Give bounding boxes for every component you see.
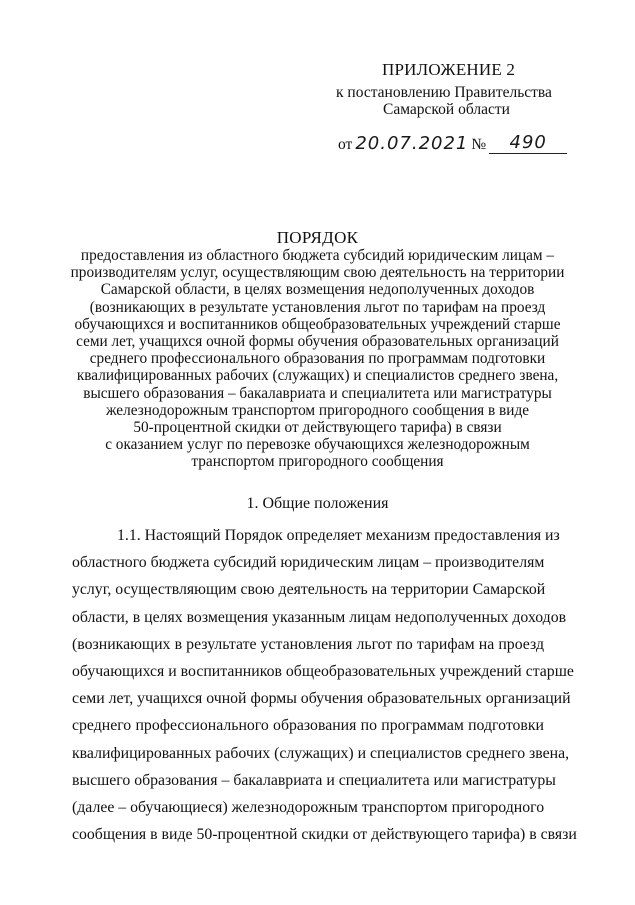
title-line: железнодорожным транспортом пригородного сообщения в виде: [105, 401, 530, 419]
title-line: обучающихся и воспитанников общеобразовательных учреждений старше: [74, 315, 561, 333]
paragraph-line: квалифицированных рабочих (служащих) и специалистов среднего звена,: [72, 744, 570, 762]
paragraph-line: 1.1. Настоящий Порядок определяет механизм предоставления из: [117, 527, 560, 544]
paragraph-line: (возникающих в результате установления льгот по тарифам на проезд: [72, 635, 544, 653]
paragraph-line: области, в целях возмещения указанным лицам недополученных доходов: [72, 608, 567, 626]
title-line: высшего образования – бакалавриата и специалитета или магистратуры: [83, 384, 552, 402]
appendix-line-1: к постановлению Правительства: [336, 84, 552, 101]
paragraph-line: областного бюджета субсидий юридическим лицам – производителям: [72, 554, 545, 572]
title-line: (возникающих в результате установления льгот по тарифам на проезд: [89, 298, 546, 316]
decree-number-label: №: [471, 136, 487, 153]
title-line: производителям услуг, осуществляющим свою деятельность на территории: [70, 264, 565, 282]
title-line: квалифицированных рабочих (служащих) и специалистов среднего звена,: [76, 367, 559, 385]
title-line: предоставления из областного бюджета субсидий юридическим лицам –: [80, 247, 555, 264]
appendix-line-2: Самарской области: [383, 101, 510, 118]
title-line: с оказанием услуг по перевозке обучающихся железнодорожным: [105, 436, 530, 454]
paragraph-line: высшего образования – бакалавриата и специалитета или магистратуры: [72, 771, 556, 789]
decree-date-handwritten: 20.07.2021: [355, 133, 469, 154]
paragraph-line: сообщения в виде 50-процентной скидки от действующего тарифа) в связи: [72, 826, 577, 844]
appendix-title: ПРИЛОЖЕНИЕ 2: [382, 60, 516, 79]
decree-number-handwritten: 490: [489, 132, 567, 154]
paragraph-line: (далее – обучающиеся) железнодорожным транспортом пригородного: [72, 799, 545, 817]
title-line: Самарской области, в целях возмещения недополученных доходов: [100, 281, 535, 299]
section-heading: 1. Общие положения: [246, 495, 389, 512]
title-line: транспортом пригородного сообщения: [191, 453, 444, 471]
paragraph-line: семи лет, учащихся очной формы обучения образовательных организаций: [72, 690, 571, 708]
decree-reference: [338, 132, 567, 154]
paragraph-line: услуг, осуществляющим свою деятельность на территории Самарской: [72, 581, 546, 599]
document-title: ПОРЯДОК: [276, 228, 359, 247]
title-line: семи лет, учащихся очной формы обучения образовательных организаций: [76, 333, 559, 351]
title-description: [50, 247, 585, 471]
paragraph-line: обучающихся и воспитанников общеобразовательных учреждений старше: [72, 663, 574, 681]
decree-from-label: от: [338, 136, 353, 153]
title-line: среднего профессионального образования по программам подготовки: [89, 350, 546, 368]
section-paragraph: [72, 522, 577, 848]
title-line: 50-процентной скидки от действующего тарифа) в связи: [133, 419, 502, 437]
paragraph-line: среднего профессионального образования по программам подготовки: [72, 717, 544, 735]
